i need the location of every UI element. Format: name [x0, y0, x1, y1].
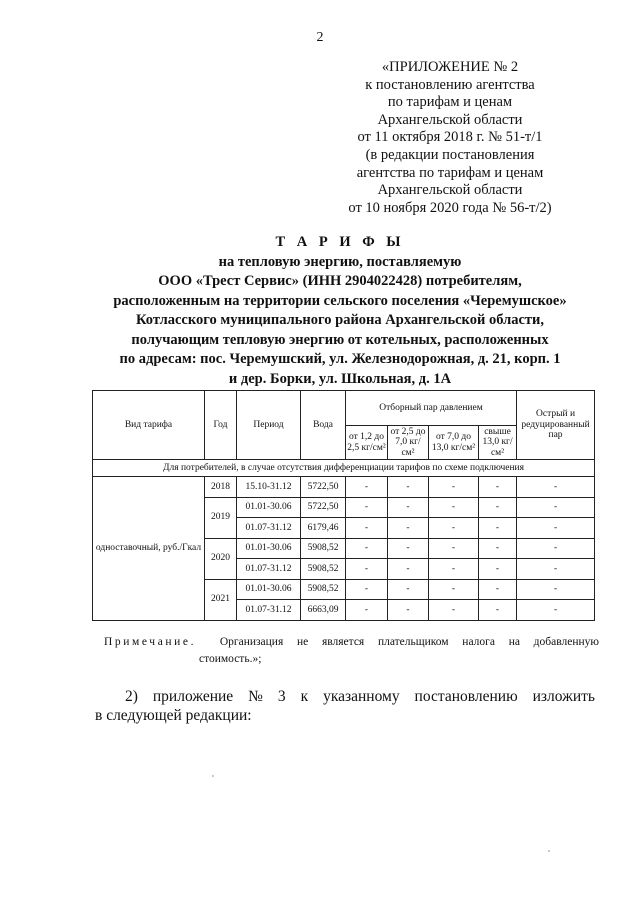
tariff-table — [92, 390, 595, 621]
note-word: не — [296, 636, 309, 648]
steam-3-cell: - — [429, 497, 479, 518]
note-word: является — [321, 636, 365, 648]
paragraph — [95, 688, 595, 725]
scan-speck — [548, 850, 550, 852]
steam-3-cell: - — [429, 477, 479, 498]
title-line: расположенным на территории сельского поселения «Черемушское» — [113, 292, 567, 309]
paragraph-line-2: в следующей редакции: — [95, 706, 252, 724]
header-year: Год — [205, 391, 237, 460]
header-steam-3: от 7,0 до 13,0 кг/см² — [429, 426, 479, 460]
appendix-line: от 10 ноября 2020 года № 56-т/2) — [348, 199, 552, 216]
sharp-steam-cell: - — [517, 477, 595, 498]
appendix-line: от 11 октября 2018 г. № 51-т/1 — [357, 129, 543, 146]
water-cell: 6663,09 — [301, 600, 346, 621]
header-tariff-type: Вид тарифа — [93, 391, 205, 460]
tariff-type-cell: одноставочный, руб./Гкал — [93, 477, 205, 621]
title-line: и дер. Борки, ул. Школьная, д. 1А — [228, 370, 452, 387]
steam-2-cell: - — [388, 518, 429, 539]
paragraph-word: изложить — [532, 688, 595, 705]
title-line: ООО «Трест Сервис» (ИНН 2904022428) потребителям, — [158, 273, 522, 289]
note-label: Примечание. — [104, 636, 197, 648]
steam-2-cell: - — [388, 538, 429, 559]
steam-2-cell: - — [388, 579, 429, 600]
water-cell: 6179,46 — [301, 518, 346, 539]
steam-4-cell: - — [479, 579, 517, 600]
period-cell: 15.10-31.12 — [237, 477, 301, 498]
steam-1-cell: - — [346, 518, 388, 539]
note-line-2: стоимость.»; — [199, 653, 262, 665]
steam-2-cell: - — [388, 497, 429, 518]
appendix-line: (в редакции постановления — [365, 146, 535, 163]
sharp-steam-cell: - — [517, 538, 595, 559]
page-number: 2 — [316, 30, 324, 45]
note-word: налога — [462, 636, 495, 648]
period-cell: 01.07-31.12 — [237, 518, 301, 539]
year-cell: 2019 — [205, 497, 237, 538]
paragraph-word: указанному — [323, 688, 400, 705]
appendix-header — [330, 59, 570, 217]
appendix-line: «ПРИЛОЖЕНИЕ № 2 — [381, 59, 519, 75]
steam-3-cell: - — [429, 518, 479, 539]
steam-4-cell: - — [479, 518, 517, 539]
sharp-steam-cell: - — [517, 579, 595, 600]
water-cell: 5908,52 — [301, 538, 346, 559]
sharp-steam-cell: - — [517, 497, 595, 518]
table-row — [93, 477, 595, 498]
steam-3-cell: - — [429, 538, 479, 559]
header-period: Период — [237, 391, 301, 460]
steam-3-cell: - — [429, 559, 479, 580]
header-steam-1: от 1,2 до 2,5 кг/см² — [346, 426, 388, 460]
appendix-line: по тарифам и ценам — [387, 94, 513, 111]
note-word: плательщиком — [377, 636, 449, 648]
paragraph-word: приложение — [152, 688, 234, 705]
header-steam-4: свыше 13,0 кг/см² — [479, 426, 517, 460]
steam-1-cell: - — [346, 559, 388, 580]
paragraph-word: к — [300, 688, 309, 705]
period-cell: 01.01-30.06 — [237, 538, 301, 559]
note-word: на — [508, 636, 520, 648]
paragraph-word: № — [248, 688, 263, 705]
appendix-line: агентства по тарифам и ценам — [356, 164, 544, 181]
water-cell: 5722,50 — [301, 477, 346, 498]
title-line: получающим тепловую энергию от котельных, расположенных — [131, 331, 549, 348]
header-steam-group: Отборный пар давлением — [346, 391, 517, 426]
header-sharp-steam: Острый и редуцированный пар — [517, 391, 595, 460]
appendix-line: Архангельской области — [377, 182, 523, 199]
steam-3-cell: - — [429, 579, 479, 600]
steam-1-cell: - — [346, 538, 388, 559]
steam-2-cell: - — [388, 600, 429, 621]
year-cell: 2021 — [205, 579, 237, 620]
document-title — [0, 233, 640, 389]
steam-1-cell: - — [346, 477, 388, 498]
paragraph-word: 3 — [277, 688, 286, 705]
appendix-line: Архангельской области — [377, 111, 523, 128]
appendix-line: к постановлению агентства — [365, 76, 535, 93]
title-line: по адресам: пос. Черемушский, ул. Железнодорожная, д. 21, корп. 1 — [119, 351, 561, 367]
header-water: Вода — [301, 391, 346, 460]
paragraph-word: 2) — [125, 688, 138, 705]
note-word: добавленную — [533, 636, 599, 648]
year-cell: 2020 — [205, 538, 237, 579]
note — [104, 634, 599, 668]
note-line-1 — [104, 634, 599, 651]
steam-2-cell: - — [388, 559, 429, 580]
water-cell: 5908,52 — [301, 559, 346, 580]
year-cell: 2018 — [205, 477, 237, 498]
steam-4-cell: - — [479, 497, 517, 518]
steam-4-cell: - — [479, 559, 517, 580]
steam-2-cell: - — [388, 477, 429, 498]
title-line: Котласского муниципального района Архангельской области, — [135, 312, 545, 328]
steam-1-cell: - — [346, 600, 388, 621]
period-cell: 01.07-31.12 — [237, 559, 301, 580]
note-word: Организация — [219, 636, 284, 648]
steam-4-cell: - — [479, 600, 517, 621]
steam-4-cell: - — [479, 538, 517, 559]
steam-1-cell: - — [346, 579, 388, 600]
period-cell: 01.01-30.06 — [237, 497, 301, 518]
scan-speck — [212, 775, 214, 777]
title-line: на тепловую энергию, поставляемую — [218, 253, 462, 270]
steam-3-cell: - — [429, 600, 479, 621]
steam-4-cell: - — [479, 477, 517, 498]
paragraph-line-1 — [95, 688, 595, 707]
period-cell: 01.01-30.06 — [237, 579, 301, 600]
group-row-label: Для потребителей, в случае отсутствия дифференциации тарифов по схеме подключения — [93, 460, 595, 477]
water-cell: 5908,52 — [301, 579, 346, 600]
sharp-steam-cell: - — [517, 518, 595, 539]
water-cell: 5722,50 — [301, 497, 346, 518]
period-cell: 01.07-31.12 — [237, 600, 301, 621]
title-heading: Т А Р И Ф Ы — [275, 234, 405, 250]
sharp-steam-cell: - — [517, 600, 595, 621]
steam-1-cell: - — [346, 497, 388, 518]
sharp-steam-cell: - — [517, 559, 595, 580]
header-steam-2: от 2,5 до 7,0 кг/см² — [388, 426, 429, 460]
paragraph-word: постановлению — [414, 688, 518, 705]
